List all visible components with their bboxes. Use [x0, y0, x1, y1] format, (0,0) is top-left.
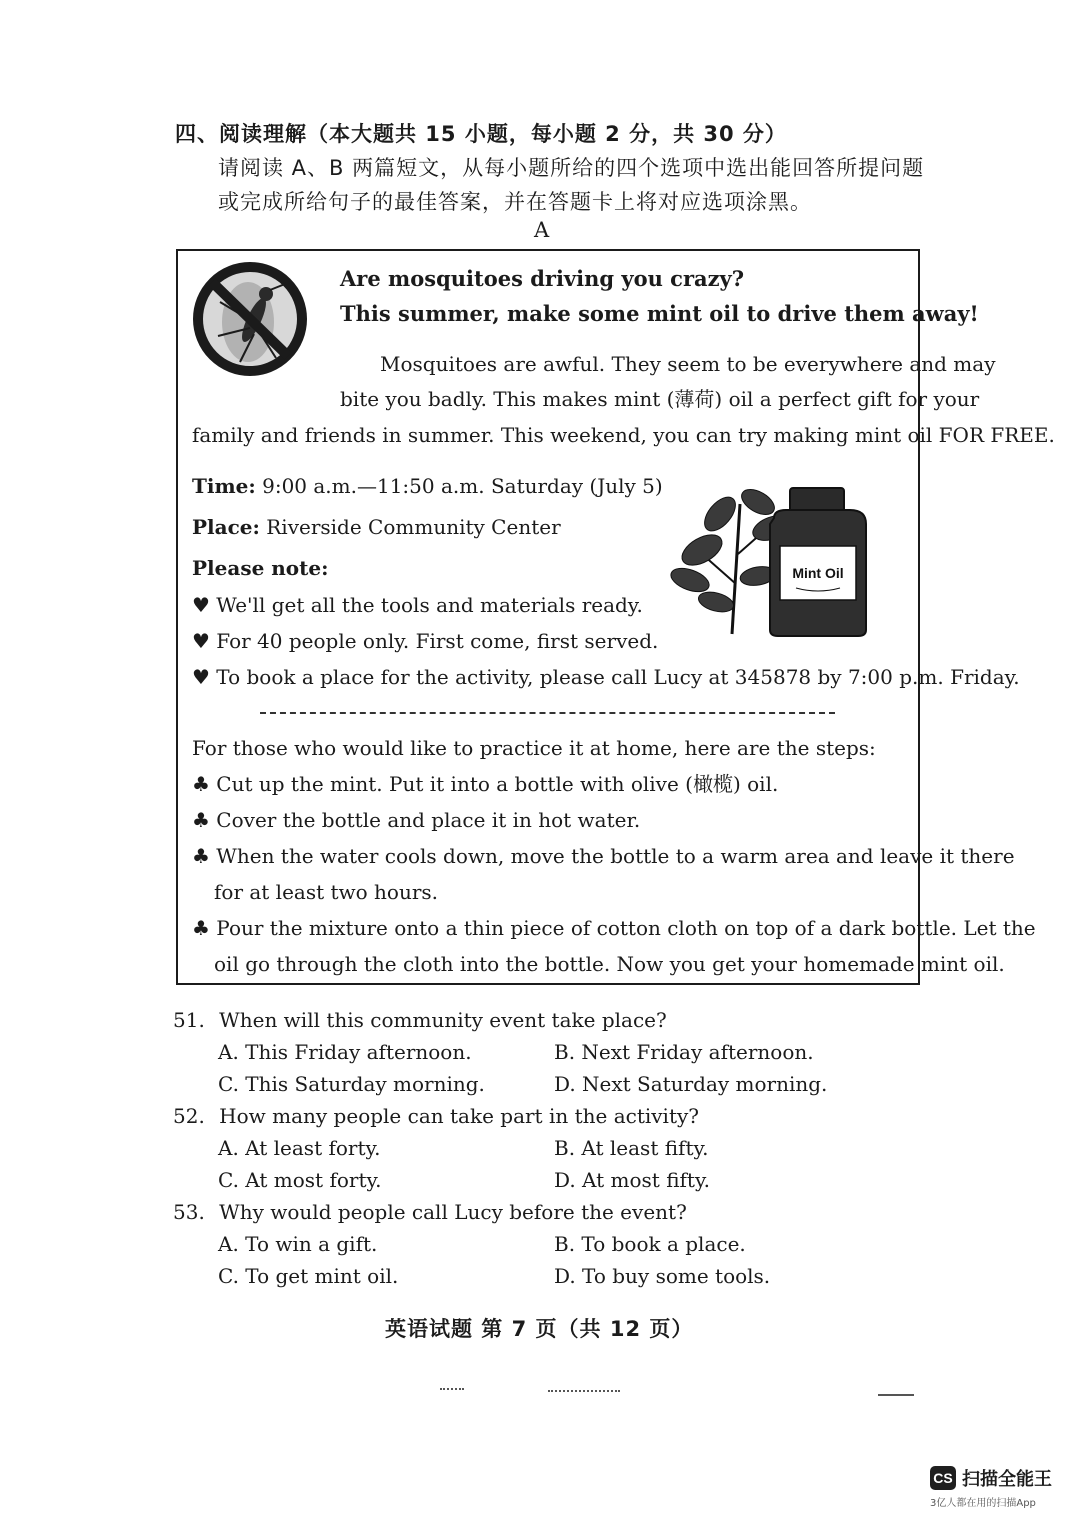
question-53 [173, 1200, 687, 1224]
ad-headline-1: Are mosquitoes driving you crazy? [340, 266, 745, 291]
option-b[interactable]: B. To book a place. [554, 1232, 746, 1256]
time-label: Time: [192, 474, 256, 498]
question-number: 53. [173, 1200, 205, 1224]
note-item: ♥ We'll get all the tools and materials ready. [192, 593, 643, 617]
scan-mark [440, 1388, 464, 1390]
time-value: 9:00 a.m.—11:50 a.m. Saturday (July 5) [262, 474, 663, 498]
scanner-watermark [930, 1465, 1052, 1509]
divider [260, 712, 835, 714]
step-item: ♣ Cut up the mint. Put it into a bottle with olive (橄榄) oil. [192, 772, 779, 796]
place-label: Place: [192, 515, 260, 539]
question-52 [173, 1104, 699, 1128]
question-51 [173, 1008, 667, 1032]
option-c[interactable]: C. To get mint oil. [218, 1264, 399, 1288]
option-d[interactable]: D. To buy some tools. [554, 1264, 771, 1288]
ad-intro-line-3: family and friends in summer. This weekend, you can try making mint oil FOR FREE. [192, 423, 1055, 447]
mint-oil-illustration [662, 484, 874, 644]
option-a[interactable]: A. At least forty. [218, 1136, 381, 1160]
option-a[interactable]: A. To win a gift. [218, 1232, 378, 1256]
ad-intro-line-2: bite you badly. This makes mint (薄荷) oil a perfect gift for your [340, 387, 980, 411]
option-b[interactable]: B. Next Friday afternoon. [554, 1040, 814, 1064]
scan-mark [878, 1394, 914, 1396]
page-footer: 英语试题 第 7 页（共 12 页） [385, 1317, 694, 1341]
scan-mark [548, 1390, 620, 1392]
ad-headline-2: This summer, make some mint oil to drive them away! [340, 301, 979, 326]
option-c[interactable]: C. This Saturday morning. [218, 1072, 485, 1096]
instruction-line-1: 请阅读 A、B 两篇短文，从每小题所给的四个选项中选出能回答所提问题 [218, 156, 925, 180]
instruction-line-2: 或完成所给句子的最佳答案，并在答题卡上将对应选项涂黑。 [218, 190, 812, 214]
club-bullet-icon: ♣ [192, 772, 210, 796]
place-row [192, 515, 561, 539]
question-text: When will this community event take place? [219, 1008, 667, 1032]
step-item: ♣ When the water cools down, move the bottle to a warm area and leave it there [192, 844, 1015, 868]
heart-bullet-icon: ♥ [192, 593, 210, 617]
bottle-icon [770, 488, 866, 636]
place-value: Riverside Community Center [266, 515, 561, 539]
question-text: Why would people call Lucy before the event? [219, 1200, 687, 1224]
time-row [192, 474, 663, 498]
step-item: ♣ Pour the mixture onto a thin piece of cotton cloth on top of a dark bottle. Let the [192, 916, 1036, 940]
club-bullet-icon: ♣ [192, 808, 210, 832]
no-mosquito-icon [190, 258, 310, 380]
watermark-tagline: 3亿人都在用的扫描App [930, 1498, 1036, 1509]
steps-intro: For those who would like to practice it at home, here are the steps: [192, 736, 876, 760]
question-number: 51. [173, 1008, 205, 1032]
step-continuation: oil go through the cloth into the bottle. Now you get your homemade mint oil. [214, 952, 1005, 976]
note-item: ♥ To book a place for the activity, please call Lucy at 345878 by 7:00 p.m. Friday. [192, 665, 1020, 689]
passage-label: A [534, 218, 550, 242]
note-item: ♥ For 40 people only. First come, first served. [192, 629, 659, 653]
question-text: How many people can take part in the activity? [219, 1104, 700, 1128]
section-title: 四、阅读理解（本大题共 15 小题，每小题 2 分，共 30 分） [175, 122, 787, 146]
option-d[interactable]: D. Next Saturday morning. [554, 1072, 828, 1096]
option-c[interactable]: C. At most forty. [218, 1168, 382, 1192]
question-number: 52. [173, 1104, 205, 1128]
step-continuation: for at least two hours. [214, 880, 439, 904]
club-bullet-icon: ♣ [192, 916, 210, 940]
heart-bullet-icon: ♥ [192, 629, 210, 653]
cs-logo-icon: CS [930, 1466, 956, 1490]
bottle-label: Mint Oil [792, 565, 844, 581]
option-a[interactable]: A. This Friday afternoon. [218, 1040, 472, 1064]
club-bullet-icon: ♣ [192, 844, 210, 868]
option-b[interactable]: B. At least fifty. [554, 1136, 709, 1160]
step-item: ♣ Cover the bottle and place it in hot water. [192, 808, 641, 832]
heart-bullet-icon: ♥ [192, 665, 210, 689]
option-d[interactable]: D. At most fifty. [554, 1168, 710, 1192]
watermark-name: 扫描全能王 [962, 1469, 1052, 1490]
ad-intro-line-1: Mosquitoes are awful. They seem to be everywhere and may [380, 352, 996, 376]
note-label: Please note: [192, 556, 329, 580]
